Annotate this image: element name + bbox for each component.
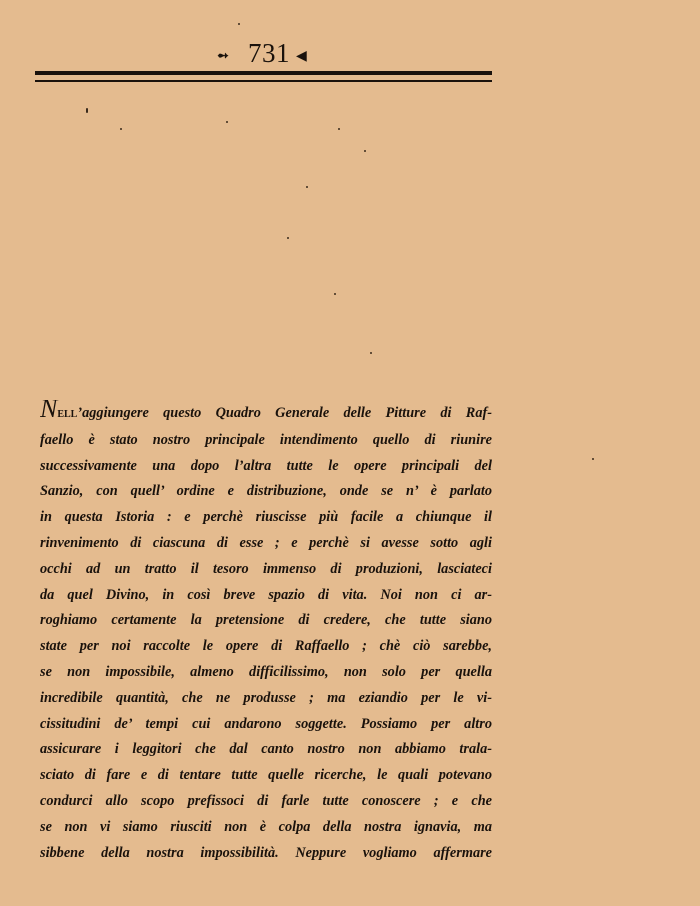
text-line-13: cissitudini de’ tempi cui andarono soggette. Possiamo per altro [40,715,492,732]
text-line-18: sibbene della nostra impossibilità. Neppure vogliamo affermare [40,844,492,861]
small-caps: ELL [57,409,78,420]
page-header [0,38,700,68]
drop-cap: N [40,400,58,423]
text-line-4: Sanzio, con quell’ ordine e distribuzione, onde se n’ è parlato [40,483,492,500]
text-line-16: condurci allo scopo prefissoci di farle tutte conoscere ; e che [40,792,492,809]
page-number: 731 [248,38,290,68]
left-pointer-ornament-icon: ➻ [217,49,229,64]
header-rule-thick [35,71,492,75]
text-line-5: in questa Istoria : e perchè riuscisse più facile a chiunque il [40,509,492,526]
text-line-6: rinvenimento di ciascuna di esse ; e perchè si avesse sotto agli [40,534,492,551]
header-rule-thin [35,80,492,82]
text-line-1-content: ’aggiungere questo Quadro Generale delle Pitture di Raf- [77,405,492,421]
text-line-3: successivamente una dopo l’altra tutte le opere principali del [40,457,492,474]
text-line-15: sciato di fare e di tentare tutte quelle ricerche, le quali potevano [40,767,492,784]
text-line-7: occhi ad un tratto il tesoro immenso di produzioni, lasciateci [40,560,492,577]
text-line-17: se non vi siamo riusciti non è colpa della nostra ignavia, ma [40,818,492,835]
text-line-2: faello è stato nostro principale intendimento quello di riunire [40,431,492,448]
text-line-9: roghiamo certamente la pretensione di credere, che tutte siano [40,612,492,629]
text-line-10: state per noi raccolte le opere di Raffaello ; chè ciò sarebbe, [40,638,492,655]
text-line-14: assicurare i leggitori che dal canto nostro non abbiamo trala- [40,741,492,758]
text-line-8: da quel Divino, in così breve spazio di vita. Noi non ci ar- [40,586,492,603]
text-line-1 [40,400,492,428]
body-paragraph [40,400,492,866]
right-pointer-ornament-icon: ◀ [296,49,307,64]
text-line-12: incredibile quantità, che ne produsse ; ma eziandio per le vi- [40,689,492,706]
text-line-11: se non impossibile, almeno difficilissimo, non solo per quella [40,663,492,680]
